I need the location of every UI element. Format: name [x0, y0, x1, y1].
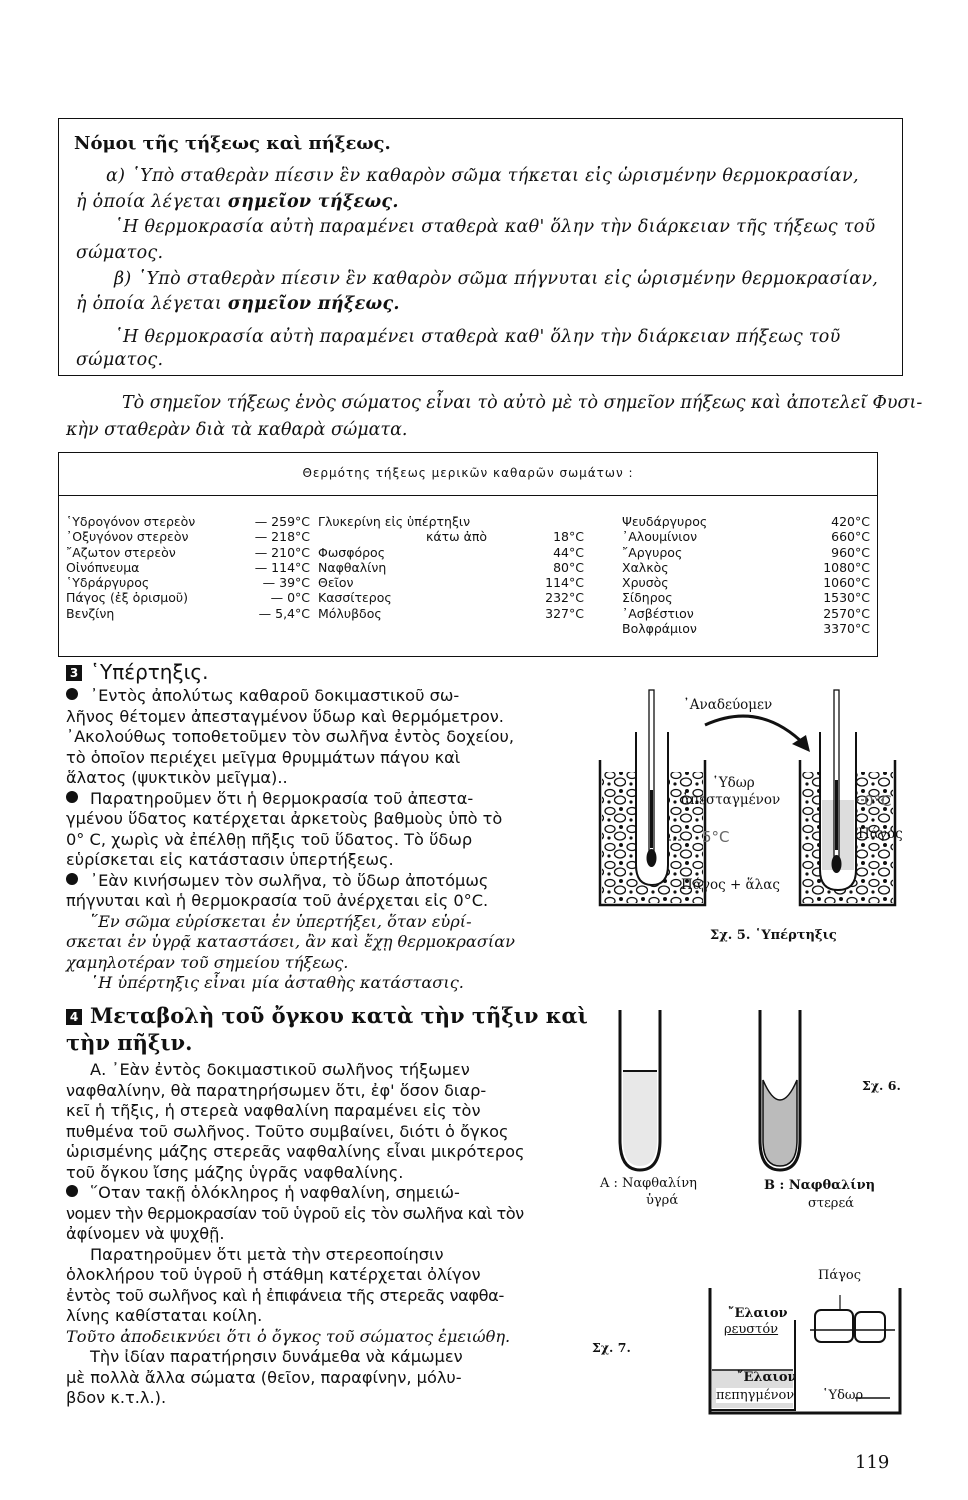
table-col2-values	[524, 514, 584, 621]
table-cell: Μόλυβδος	[318, 605, 382, 621]
fig7-caption: Σχ. 7.	[592, 1340, 631, 1355]
table-cell: 327°C	[545, 605, 584, 621]
text-line: ὁλοκλήρου τοῦ ὑγροῦ ἡ στάθμη κατέρχεται ὀλίγον	[66, 1265, 481, 1284]
table-cell: 114°C	[545, 575, 584, 591]
table-cell: Πάγος (ἐξ ὁρισμοῦ)	[66, 590, 189, 606]
table-cell: Κασσίτερος	[318, 590, 392, 606]
fig5-label-water-1: ῾Υδωρ	[712, 775, 755, 791]
text-line-content: ῞Οταν τακῇ ὁλόκληρος ἡ ναφθαλίνη, σημειώ-	[90, 1183, 460, 1202]
law-a-line2	[76, 192, 399, 212]
text-line: τὸ ὁποῖον περιέχει μεῖγμα θρυμμάτων πάγου καὶ	[66, 747, 461, 767]
table-cell: ᾿Ασβέστιον	[622, 605, 694, 621]
section3-title: ῾Υπέρτηξις.	[90, 660, 209, 684]
intro-line2: κὴν σταθερὰν διὰ τὰ καθαρὰ σώματα.	[66, 420, 408, 440]
fig7-label-solid-oil-1: ῎Ελαιον	[737, 1370, 797, 1385]
text-line: Παρατηροῦμεν ὅτι μετὰ τὴν στερεοποίησιν	[90, 1244, 444, 1264]
section4-number: 4	[66, 1009, 82, 1025]
table-cell: — 39°C	[262, 575, 310, 591]
table-cell: 1530°C	[823, 590, 870, 606]
text-line-content: ᾿Εντὸς ἀπολύτως καθαροῦ δοκιμαστικοῦ σω-	[90, 686, 460, 705]
law-b-line4: σώματος.	[76, 350, 164, 370]
table-cell: Βενζίνη	[66, 605, 115, 621]
text-line: ἐντὸς τοῦ σωλῆνος καὶ ἡ ἐπιφάνεια τῆς στερεᾶς ναφθα-	[66, 1285, 504, 1305]
table-cell: — 5,4°C	[258, 605, 310, 621]
fig7-label-liquid-oil-2: ρευστόν	[724, 1322, 779, 1337]
text-line: ἀφίνομεν νὰ ψυχθῇ.	[66, 1224, 225, 1243]
table-cell: ῎Αργυρος	[622, 544, 683, 560]
text-line: ὡρισμένης μάζης στερεᾶς ναφθαλίνης εἶναι μικρότερος	[66, 1142, 525, 1161]
text-line: ναφθαλίνην, θὰ παρατηρήσωμεν ὅτι, ἐφ' ὅσον διαρ-	[66, 1080, 487, 1100]
figure5-supercooling	[560, 680, 920, 940]
table-col3-values	[800, 514, 870, 636]
section4-title-line1: Μεταβολὴ τοῦ ὄγκου κατὰ τὴν τῆξιν καὶ	[90, 1003, 588, 1028]
law-a-line1: α) ῾Υπὸ σταθερὰν πίεσιν ἓν καθαρὸν σῶμα τήκεται εἰς ὡρισμένην θερμοκρασίαν,	[106, 166, 859, 186]
bullet-icon	[66, 873, 78, 885]
fig7-label-liquid-oil-1: ῎Ελαιον	[728, 1306, 788, 1321]
text-line-content: Παρατηροῦμεν ὅτι ἡ θερμοκρασία τοῦ ἀπεστα-	[90, 788, 474, 808]
table-cell: Ψευδάργυρος	[622, 514, 708, 529]
table-cell: — 114°C	[254, 559, 310, 575]
fig7-label-solid-oil-2: πεπηγμένον	[716, 1388, 795, 1403]
law-b-line1: β) ῾Υπὸ σταθερὰν πίεσιν ἓν καθαρὸν σῶμα πήγνυται εἰς ὡρισμένην θερμοκρασίαν,	[114, 269, 879, 289]
table-cell: ῾Υδράργυρος	[66, 575, 150, 591]
bullet-icon	[66, 688, 78, 700]
table-cell: ῎Αζωτον στερεὸν	[66, 544, 176, 560]
law-b-term: σημεῖον πήξεως.	[227, 294, 400, 314]
text-line: ῞Εν σῶμα εὑρίσκεται ἐν ὑπερτήξει, ὅταν εὑρί-	[90, 911, 472, 931]
text-line: τοῦ ὄγκου ἴσης μάζης ὑγρᾶς ναφθαλίνης.	[66, 1162, 404, 1182]
table-cell: Οἰνόπνευμα	[66, 559, 140, 575]
law-b-text: ἡ ὁποία λέγεται	[76, 294, 228, 314]
laws-title: Νόμοι τῆς τήξεως καὶ πήξεως.	[74, 133, 391, 154]
fig5-label-water-2: ἀπεσταγμένον	[681, 792, 781, 808]
fig6-label-a-2: ὑγρά	[646, 1193, 679, 1208]
fig5-label-stir: ᾿Αναδεύομεν	[683, 697, 773, 713]
table-cell	[524, 514, 584, 529]
text-line: Τοῦτο ἀποδεικνύει ὅτι ὁ ὄγκος τοῦ σώματος ἐμειώθη.	[66, 1326, 511, 1346]
text-line	[66, 686, 515, 707]
text-line: βδον κ.τ.λ.).	[66, 1388, 167, 1407]
table-cell: Χαλκὸς	[622, 559, 669, 575]
text-line	[66, 871, 515, 892]
table-cell: — 0°C	[270, 590, 310, 606]
table-cell: — 210°C	[254, 544, 310, 560]
bullet-icon	[66, 791, 78, 803]
bullet-icon	[66, 1185, 78, 1197]
table-cell: 2570°C	[823, 605, 870, 621]
text-line: 0° C, χωρὶς νὰ ἐπέλθῃ πῆξις τοῦ ὕδατος. Τὸ ὕδωρ	[66, 829, 473, 849]
table-col2-names	[318, 514, 487, 621]
table-cell: 3370°C	[823, 621, 870, 637]
section4-title-line2: τὴν πῆξιν.	[66, 1030, 193, 1055]
text-line: πήγνυται καὶ ἡ θερμοκρασία τοῦ ἀνέρχεται εἰς 0°C.	[66, 891, 489, 910]
table-cell: Ναφθαλίνη	[318, 559, 387, 575]
section3-number: 3	[66, 665, 82, 681]
table-cell: ῾Υδρογόνον στερεὸν	[66, 514, 196, 529]
table-cell: 960°C	[831, 544, 870, 560]
intro-line1: Τὸ σημεῖον τήξεως ἑνὸς σώματος εἶναι τὸ αὐτὸ μὲ τὸ σημεῖον πήξεως καὶ ἀποτελεῖ Φυσι-	[122, 393, 923, 413]
table-cell: — 259°C	[254, 514, 310, 529]
table-caption: Θερμότης τήξεως μερικῶν καθαρῶν σωμάτων :	[302, 466, 634, 480]
section4-body	[66, 1060, 525, 1409]
table-cell: 660°C	[831, 529, 870, 545]
table-cell: 232°C	[545, 590, 584, 606]
text-line	[66, 789, 515, 810]
text-line: ῾Η ὑπέρτηξις εἶναι μία ἀσταθὴς κατάστασις.	[90, 973, 464, 992]
table-cell: 1080°C	[823, 559, 870, 575]
table-divider	[58, 495, 878, 496]
section4-heading	[66, 1003, 588, 1028]
law-a-line4: σώματος.	[76, 243, 164, 263]
fig6-label-b-1: Β : Ναφθαλίνη	[764, 1178, 876, 1193]
law-b-line3: ῾Η θερμοκρασία αὐτὴ παραμένει σταθερὰ καθ' ὅλην τὴν διάρκειαν πήξεως τοῦ	[114, 327, 841, 347]
table-cell: Γλυκερίνη εἰς ὑπέρτηξιν	[318, 514, 471, 529]
table-cell: Φωσφόρος	[318, 544, 386, 560]
law-a-term: σημεῖον τήξεως.	[227, 192, 399, 212]
section3-heading	[66, 660, 209, 684]
text-line: Α. ᾿Εὰν ἐντὸς δοκιμαστικοῦ σωλῆνος τήξωμεν	[90, 1060, 470, 1079]
table-cell: 80°C	[553, 559, 584, 575]
text-line: σκεται ἐν ὑγρᾷ καταστάσει, ἂν καὶ ἔχῃ θερμοκρασίαν	[66, 932, 515, 951]
table-cell: Χρυσὸς	[622, 575, 669, 591]
fig5-label-ice: Πάγος	[858, 826, 903, 842]
text-line: ᾿Ακολούθως τοποθετοῦμεν τὸν σωλῆνα ἐντὸς δοχείου,	[66, 727, 515, 746]
fig6-caption: Σχ. 6.	[862, 1078, 901, 1093]
law-a-text: ἡ ὁποία λέγεται	[76, 192, 228, 212]
table-cell: 18°C	[553, 529, 584, 545]
text-line: νομεν τὴν θερμοκρασίαν τοῦ ὑγροῦ εἰς τὸν σωλῆνα καὶ τὸν	[66, 1203, 524, 1223]
text-line: εὑρίσκεται εἰς κατάστασιν ὑπερτήξεως.	[66, 850, 394, 869]
text-line: πυθμένα τοῦ σωλῆνος. Τοῦτο συμβαίνει, διότι ὁ ὄγκος	[66, 1121, 509, 1141]
table-cell: — 218°C	[254, 529, 310, 545]
figure6-naphthalene	[600, 1010, 820, 1180]
law-a-line3: ῾Η θερμοκρασία αὐτὴ παραμένει σταθερὰ καθ' ὅλην τὴν διάρκειαν τῆς τήξεως τοῦ	[114, 217, 876, 237]
table-col3-names	[622, 514, 707, 636]
table-cell: Σίδηρος	[622, 590, 673, 606]
text-line: λίνης καθίσταται κοίλη.	[66, 1306, 263, 1325]
fig7-label-ice: Πάγος	[818, 1268, 861, 1283]
fig5-caption: Σχ. 5. ῾Υπέρτηξις	[710, 928, 837, 943]
law-b-line2	[76, 294, 400, 314]
text-line	[66, 1183, 525, 1204]
table-cell: Βολφράμιον	[622, 621, 697, 637]
text-line-content: ᾿Εὰν κινήσωμεν τὸν σωλῆνα, τὸ ὕδωρ ἀποτόμως	[90, 870, 489, 890]
section3-body	[66, 686, 515, 994]
table-cell: ᾿Οξυγόνον στερεὸν	[66, 529, 189, 545]
fig6-label-b-2: στερεά	[808, 1196, 854, 1211]
text-line: ἅλατος (ψυκτικὸν μεῖγμα)..	[66, 768, 288, 787]
fig5-label-minus5: 5°C	[702, 828, 730, 846]
text-line: γμένου ὕδατος κατέρχεται ἀρκετοὺς βαθμοὺς ὑπὸ τὸ	[66, 809, 503, 828]
fig5-label-ice-salt: Πάγος + ἅλας	[681, 877, 780, 893]
fig6-label-a-1: Α : Ναφθαλίνη	[600, 1176, 697, 1191]
table-cell: 420°C	[831, 514, 870, 529]
table-cell: 1060°C	[823, 575, 870, 591]
table-col1-values	[240, 514, 310, 621]
page-number: 119	[855, 1452, 890, 1473]
table-col1-names	[66, 514, 195, 621]
text-line: Τὴν ἰδίαν παρατήρησιν δυνάμεθα νὰ κάμωμεν	[90, 1347, 463, 1366]
text-line: κεῖ ἡ τῆξις, ἡ στερεὰ ναφθαλίνη παραμένει εἰς τὸν	[66, 1101, 481, 1120]
fig5-label-zero: 0°C	[864, 792, 892, 810]
fig7-label-water: ῾Υδωρ	[822, 1388, 864, 1403]
table-cell: κάτω ἀπὸ	[426, 529, 487, 545]
table-cell: Θεῖον	[318, 575, 354, 591]
text-line: λῆνος θέτομεν ἀπεσταγμένον ὕδωρ καὶ θερμόμετρον.	[66, 706, 504, 726]
table-cell: 44°C	[553, 544, 584, 560]
table-cell: ᾿Αλουμίνιον	[622, 529, 698, 545]
text-line: μὲ πολλὰ ἄλλα σώματα (θεῖον, παραφίνην, μόλυ-	[66, 1367, 462, 1387]
text-line: χαμηλοτέραν τοῦ σημείου τήξεως.	[66, 952, 349, 972]
